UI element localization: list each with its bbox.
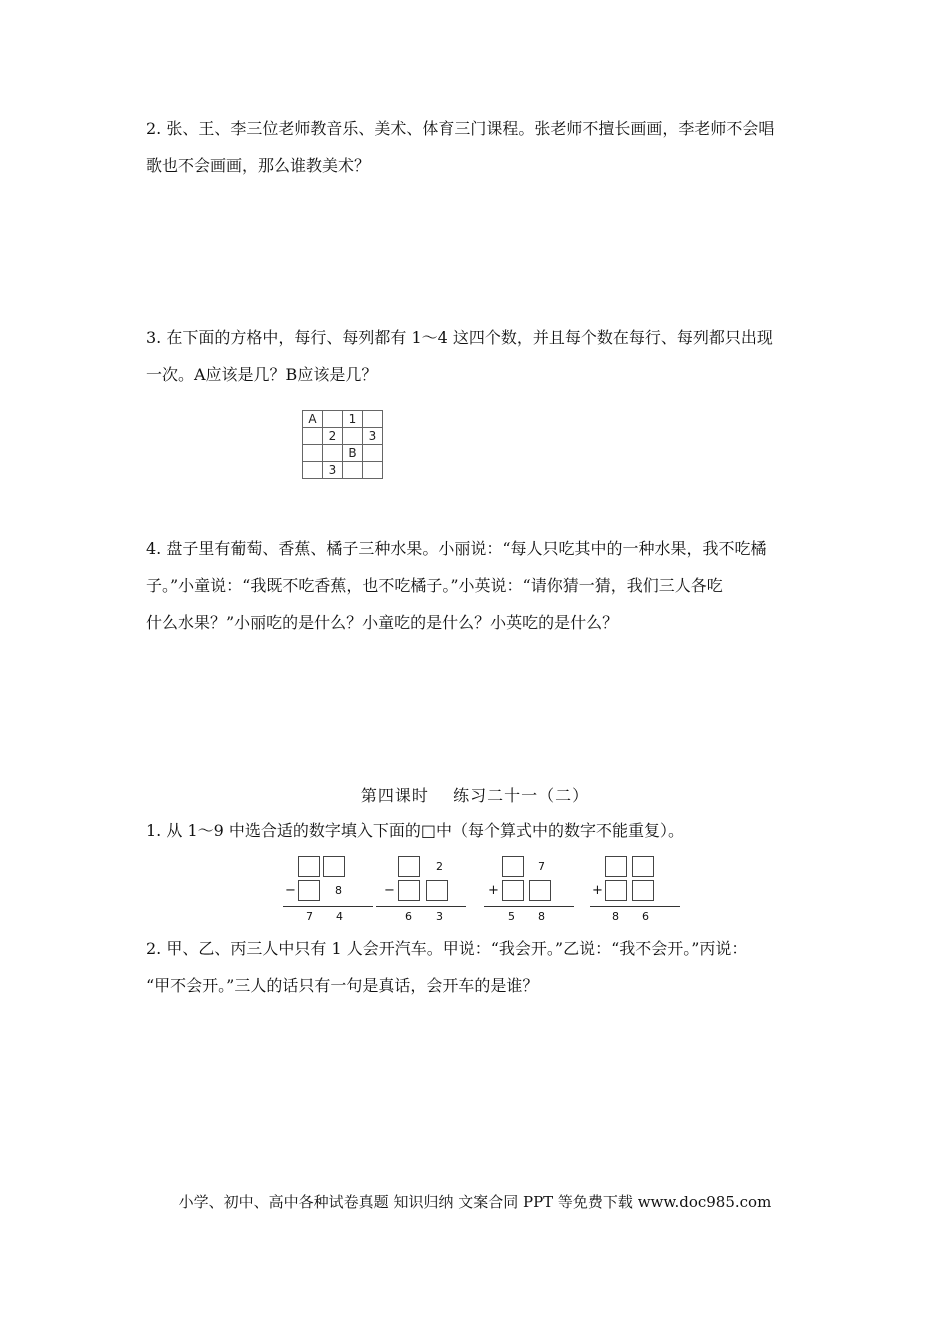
q4-line-3: 什么水果？”小丽吃的是什么？小童吃的是什么？小英吃的是什么？	[146, 613, 619, 632]
digit: 2	[436, 860, 443, 873]
ex1-text: 1. 从 1～9 中选合适的数字填入下面的□中（每个算式中的数字不能重复）。	[146, 821, 685, 840]
digit: 8	[335, 884, 342, 897]
result-digit: 7	[306, 910, 313, 923]
equation-4	[590, 856, 680, 922]
grid-cell: B	[343, 445, 363, 462]
grid-cell	[363, 411, 383, 428]
result-digit: 5	[508, 910, 515, 923]
blank-box[interactable]	[398, 880, 420, 901]
exercise-1	[146, 812, 826, 849]
grid-cell: 2	[323, 428, 343, 445]
equation-2	[376, 856, 466, 922]
blank-box[interactable]	[502, 880, 524, 901]
ex2-line-2: “甲不会开。”三人的话只有一句是真话，会开车的是谁？	[146, 976, 539, 995]
grid-cell	[363, 462, 383, 479]
result-digit: 3	[436, 910, 443, 923]
grid-cell	[303, 428, 323, 445]
grid-cell	[323, 411, 343, 428]
result-digit: 8	[612, 910, 619, 923]
grid-cell: 3	[323, 462, 343, 479]
grid-cell	[343, 462, 363, 479]
q2-line-2: 歌也不会画画，那么谁教美术？	[146, 156, 371, 175]
grid-cell	[323, 445, 343, 462]
lesson-title: 第四课时 练习二十一（二）	[360, 786, 590, 805]
blank-box[interactable]	[426, 880, 448, 901]
footer-text: 小学、初中、高中各种试卷真题 知识归纳 文案合同 PPT 等免费下载 www.doc985.com	[178, 1193, 772, 1211]
grid-cell	[363, 445, 383, 462]
grid-cell: 3	[363, 428, 383, 445]
plus-sign: +	[592, 883, 603, 898]
grid-cell	[343, 428, 363, 445]
grid-cell: 1	[343, 411, 363, 428]
sum-line	[590, 906, 680, 907]
minus-sign: −	[285, 883, 296, 898]
grid-cell	[303, 445, 323, 462]
blank-box[interactable]	[298, 856, 320, 877]
blank-box[interactable]	[323, 856, 345, 877]
blank-box[interactable]	[398, 856, 420, 877]
blank-box[interactable]	[529, 880, 551, 901]
result-digit: 6	[642, 910, 649, 923]
exercise-2	[146, 930, 826, 1004]
result-digit: 8	[538, 910, 545, 923]
q4-line-1: 4. 盘子里有葡萄、香蕉、橘子三种水果。小丽说：“每人只吃其中的一种水果，我不吃橘	[146, 539, 767, 558]
plus-sign: +	[488, 883, 499, 898]
blank-box[interactable]	[605, 856, 627, 877]
q3-line-2: 一次。A应该是几？B应该是几？	[146, 365, 378, 384]
sudoku-grid	[302, 410, 383, 479]
sum-line	[283, 906, 373, 907]
sum-line	[376, 906, 466, 907]
blank-box[interactable]	[632, 880, 654, 901]
blank-box[interactable]	[605, 880, 627, 901]
question-2	[146, 110, 826, 184]
ex2-line-1: 2. 甲、乙、丙三人中只有 1 人会开汽车。甲说：“我会开。”乙说：“我不会开。”丙说：	[146, 939, 748, 958]
minus-sign: −	[384, 883, 395, 898]
grid-cell: A	[303, 411, 323, 428]
blank-box[interactable]	[632, 856, 654, 877]
question-4	[146, 530, 826, 641]
sum-line	[484, 906, 574, 907]
q4-line-2: 子。”小童说：“我既不吃香蕉，也不吃橘子。”小英说：“请你猜一猜，我们三人各吃	[146, 576, 723, 595]
blank-box[interactable]	[298, 880, 320, 901]
digit: 7	[538, 860, 545, 873]
result-digit: 6	[405, 910, 412, 923]
grid-cell	[303, 462, 323, 479]
equation-1	[283, 856, 373, 922]
q2-line-1: 2. 张、王、李三位老师教音乐、美术、体育三门课程。张老师不擅长画画，李老师不会唱	[146, 119, 775, 138]
question-3	[146, 319, 826, 393]
q3-line-1: 3. 在下面的方格中，每行、每列都有 1～4 这四个数，并且每个数在每行、每列都只出现	[146, 328, 773, 347]
equation-3	[484, 856, 574, 922]
blank-box[interactable]	[502, 856, 524, 877]
result-digit: 4	[336, 910, 343, 923]
